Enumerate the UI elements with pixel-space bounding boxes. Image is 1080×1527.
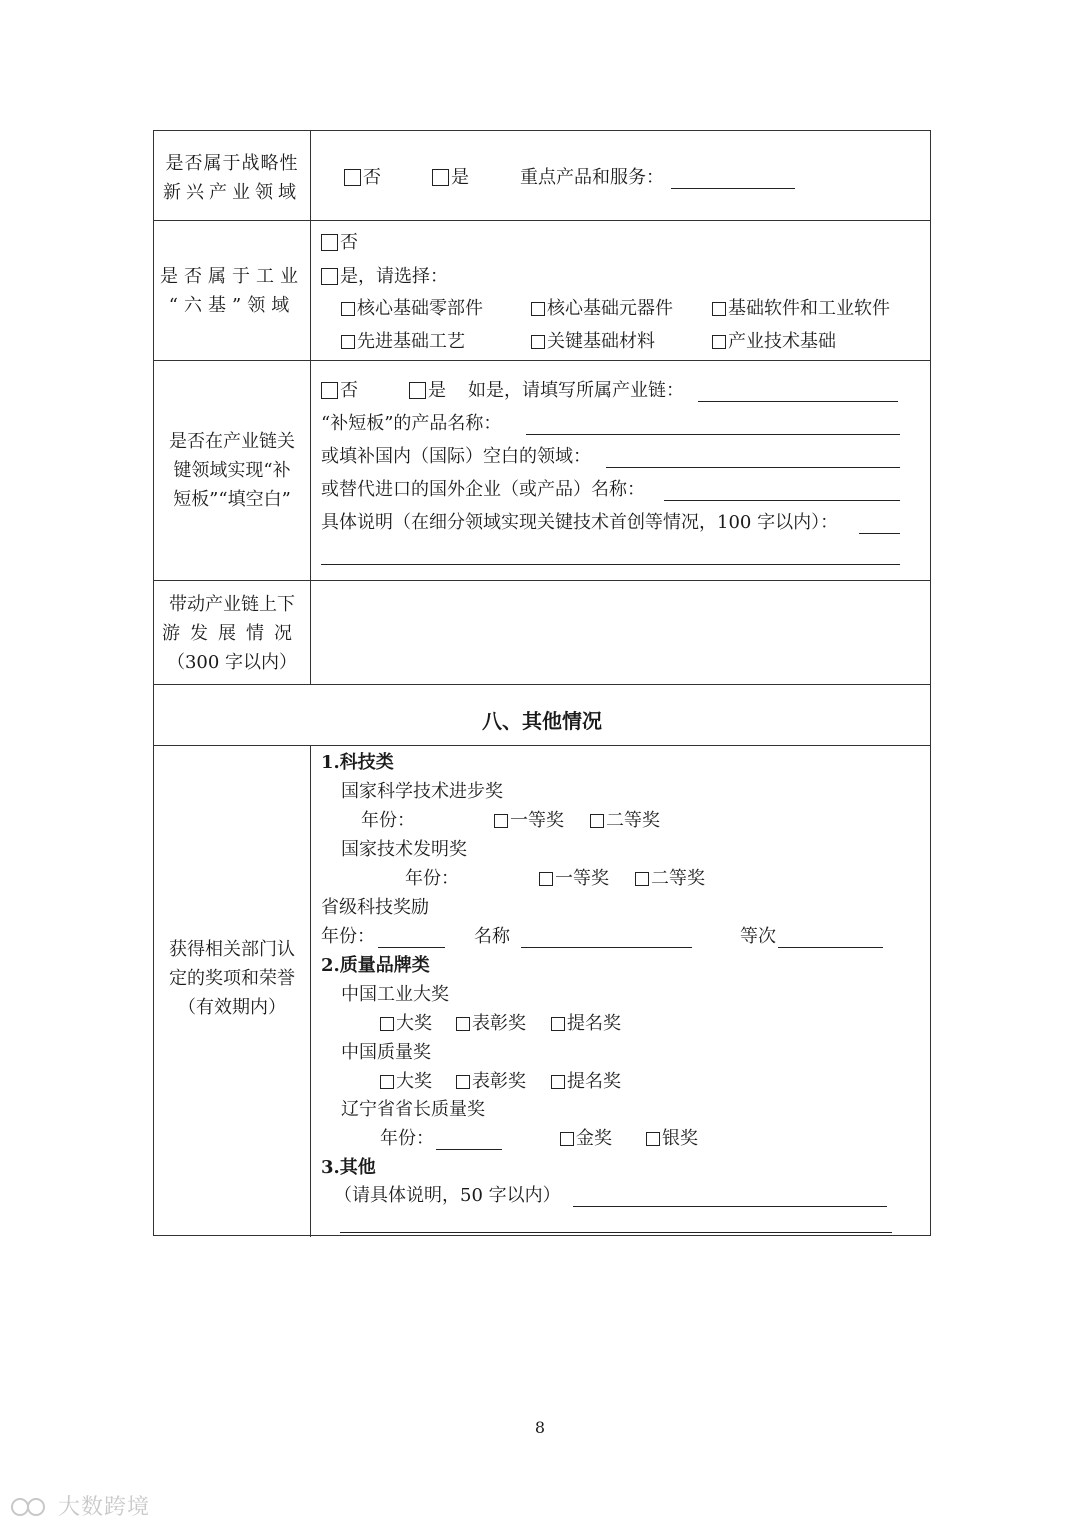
option-label: 一等奖 [510, 810, 564, 831]
silver-option[interactable] [646, 1127, 698, 1151]
explanation-blank[interactable] [859, 533, 900, 534]
checkbox[interactable] [380, 1075, 394, 1089]
option-label: 否 [363, 167, 381, 188]
watermark-text: 大数跨境 [58, 1495, 151, 1520]
year-blank[interactable] [436, 1149, 502, 1150]
label-line: （有效期内） [178, 997, 286, 1018]
tech-heading: 1.科技类 [321, 752, 394, 773]
blank-field-blank[interactable] [606, 467, 900, 468]
checkbox[interactable] [560, 1132, 574, 1146]
label-line: 短板”“填空白” [173, 489, 291, 510]
label-line: 新兴产业领域 [163, 182, 301, 203]
gold-option[interactable] [560, 1127, 612, 1151]
checkbox[interactable] [551, 1075, 565, 1089]
product-name-label: “补短板”的产品名称： [321, 413, 502, 434]
option-label: 提名奖 [567, 1071, 621, 1092]
label-line: 键领域实现“补 [173, 460, 291, 481]
drive-upstream-input[interactable] [312, 686, 930, 782]
product-name-blank[interactable] [526, 434, 900, 435]
row-divider [154, 360, 930, 361]
china-industry-award: 中国工业大奖 [341, 984, 449, 1005]
six-base-option-5[interactable] [531, 330, 655, 354]
application-form-table [153, 130, 931, 1236]
checkbox[interactable] [380, 1017, 394, 1031]
label-line: “六基”领域 [168, 295, 296, 316]
label-line: 获得相关部门认 [169, 939, 295, 960]
explanation-blank-line2[interactable] [321, 564, 900, 565]
six-base-option-4[interactable] [341, 330, 465, 354]
award-grade-label: 等次 [740, 926, 776, 947]
chain-name-label: 如是，请填写所属产业链： [468, 380, 684, 401]
six-base-option-2[interactable] [531, 297, 673, 321]
option-label: 大奖 [396, 1013, 432, 1034]
chain-name-blank[interactable] [698, 401, 898, 402]
page-number: 8 [534, 1418, 546, 1437]
option-label: 金奖 [576, 1128, 612, 1149]
watermark-logo-icon [10, 1496, 50, 1518]
label-line: 是否属于战略性 [165, 153, 299, 174]
provincial-tech-award: 省级科技奖励 [321, 897, 429, 918]
watermark [10, 1490, 150, 1521]
option-label: 二等奖 [606, 810, 660, 831]
checkbox[interactable] [539, 872, 553, 886]
strategic-yes-option[interactable] [432, 166, 469, 190]
checkbox[interactable] [531, 335, 545, 349]
row-divider [154, 220, 930, 221]
first-prize-option[interactable] [494, 809, 564, 833]
label-line: 定的奖项和荣誉 [169, 968, 295, 989]
checkbox[interactable] [409, 382, 426, 399]
checkbox[interactable] [456, 1075, 470, 1089]
checkbox[interactable] [646, 1132, 660, 1146]
other-note-label: （请具体说明，50 字以内） [334, 1185, 561, 1206]
nomination-option[interactable] [551, 1070, 621, 1094]
chain-no-option[interactable] [321, 379, 358, 403]
other-note-blank[interactable] [573, 1206, 887, 1207]
checkbox[interactable] [341, 335, 355, 349]
checkbox[interactable] [456, 1017, 470, 1031]
drive-upstream-label [154, 590, 310, 677]
liaoning-governor-quality-award: 辽宁省省长质量奖 [341, 1099, 485, 1120]
year-label: 年份： [361, 810, 415, 831]
option-label: 表彰奖 [472, 1071, 526, 1092]
award-grade-blank[interactable] [778, 947, 883, 948]
option-label: 否 [340, 232, 358, 253]
checkbox[interactable] [321, 268, 338, 285]
year-label: 年份： [380, 1128, 434, 1149]
option-label: 核心基础元器件 [547, 298, 673, 319]
checkbox[interactable] [321, 234, 338, 251]
checkbox[interactable] [551, 1017, 565, 1031]
label-line: 游发展情况 [162, 623, 302, 644]
import-replacement-label: 或替代进口的国外企业（或产品）名称： [321, 479, 645, 500]
checkbox[interactable] [494, 814, 508, 828]
other-heading: 3.其他 [321, 1157, 376, 1178]
award-name-label: 名称 [474, 926, 510, 947]
china-quality-award: 中国质量奖 [341, 1042, 431, 1063]
six-base-label [154, 262, 310, 320]
checkbox[interactable] [321, 382, 338, 399]
six-base-option-1[interactable] [341, 297, 483, 321]
option-label: 提名奖 [567, 1013, 621, 1034]
checkbox[interactable] [341, 302, 355, 316]
grand-prize-option[interactable] [380, 1070, 432, 1094]
option-label: 否 [340, 380, 358, 401]
option-label: 二等奖 [651, 868, 705, 889]
option-label: 是 [451, 167, 469, 188]
checkbox[interactable] [712, 302, 726, 316]
checkbox[interactable] [531, 302, 545, 316]
six-base-no-option[interactable] [321, 231, 358, 255]
national-sci-tech-progress-award: 国家科学技术进步奖 [341, 781, 503, 802]
first-prize-option[interactable] [539, 867, 609, 891]
award-name-blank[interactable] [521, 947, 692, 948]
strategic-industry-label [154, 149, 310, 207]
explanation-label: 具体说明（在细分领域实现关键技术首创等情况，100 字以内）： [321, 512, 839, 533]
quality-heading: 2.质量品牌类 [321, 955, 430, 976]
products-services-blank[interactable] [671, 188, 795, 189]
year-label: 年份： [321, 926, 375, 947]
column-divider-bottom [310, 745, 311, 1237]
label-line: 是否属于工业 [160, 266, 304, 287]
option-label: 一等奖 [555, 868, 609, 889]
section-title: 八、其他情况 [482, 709, 602, 733]
second-prize-option[interactable] [635, 867, 705, 891]
checkbox[interactable] [590, 814, 604, 828]
option-label: 表彰奖 [472, 1013, 526, 1034]
six-base-option-6[interactable] [712, 330, 836, 354]
national-tech-invention-award: 国家技术发明奖 [341, 839, 467, 860]
option-label: 银奖 [662, 1128, 698, 1149]
option-label: 大奖 [396, 1071, 432, 1092]
second-prize-option[interactable] [590, 809, 660, 833]
label-line: （300 字以内） [166, 652, 298, 673]
checkbox[interactable] [344, 169, 361, 186]
checkbox[interactable] [432, 169, 449, 186]
column-divider-top [310, 131, 311, 684]
other-note-blank-line2[interactable] [340, 1232, 892, 1233]
option-label: 产业技术基础 [728, 331, 836, 352]
chain-yes-option[interactable] [409, 379, 446, 403]
checkbox[interactable] [635, 872, 649, 886]
option-label: 核心基础零部件 [357, 298, 483, 319]
label-line: 带动产业链上下 [169, 594, 295, 615]
option-label: 基础软件和工业软件 [728, 298, 890, 319]
nomination-option[interactable] [551, 1012, 621, 1036]
chain-key-field-label [154, 427, 310, 514]
grand-prize-option[interactable] [380, 1012, 432, 1036]
label-line: 是否在产业链关 [169, 431, 295, 452]
option-label: 是，请选择： [340, 266, 448, 287]
import-replacement-blank[interactable] [664, 500, 900, 501]
products-services-label: 重点产品和服务： [520, 167, 664, 188]
commendation-option[interactable] [456, 1070, 526, 1094]
row-divider [154, 684, 930, 685]
option-label: 关键基础材料 [547, 331, 655, 352]
row-divider [154, 580, 930, 581]
option-label: 先进基础工艺 [357, 331, 465, 352]
awards-honors-label [154, 935, 310, 1022]
option-label: 是 [428, 380, 446, 401]
year-blank[interactable] [378, 947, 445, 948]
checkbox[interactable] [712, 335, 726, 349]
year-label: 年份： [405, 868, 459, 889]
six-base-option-3[interactable] [712, 297, 890, 321]
six-base-yes-option[interactable] [321, 265, 448, 289]
strategic-no-option[interactable] [344, 166, 381, 190]
blank-field-label: 或填补国内（国际）空白的领域： [321, 446, 591, 467]
commendation-option[interactable] [456, 1012, 526, 1036]
